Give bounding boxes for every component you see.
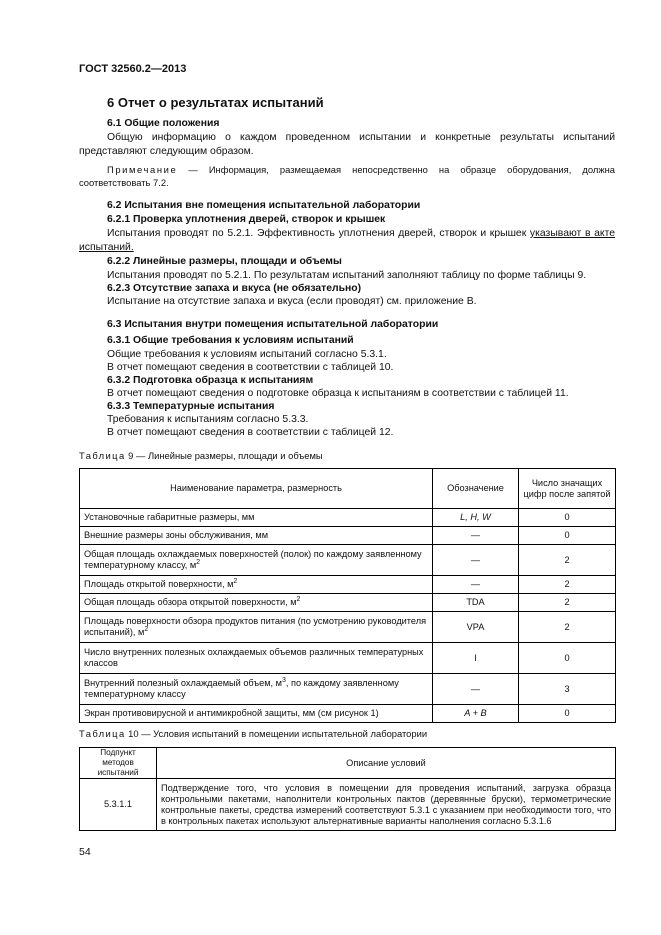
subsection-6-2-1-text-b: указывают в акте испытаний. bbox=[79, 228, 615, 253]
table-10-caption-label: Таблица bbox=[79, 728, 126, 739]
table-9-header-name: Наименование параметра, размерность bbox=[80, 469, 433, 509]
subsection-6-1-title: 6.1 Общие положения bbox=[107, 118, 220, 129]
table-9-row-symbol: — bbox=[433, 674, 519, 705]
subsection-6-2-1-text-a: Испытания проводят по 5.2.1. Эффективность уплотнения дверей, створок и крышек bbox=[107, 228, 527, 239]
table-9-row-symbol: A + B bbox=[433, 705, 519, 723]
table-10-caption-text: 10 — Условия испытаний в помещении испытательной лаборатории bbox=[128, 728, 428, 739]
subsection-6-2-title: 6.2 Испытания вне помещения испытательной лаборатории bbox=[107, 200, 421, 211]
table-row bbox=[80, 576, 616, 594]
table-row bbox=[80, 705, 616, 723]
table-9-row-name: Общая площадь охлаждаемых поверхностей (полок) по каждому заявленному температурному классу, $м^2$ bbox=[80, 545, 433, 576]
table-9-header-row bbox=[80, 469, 616, 509]
table-row bbox=[80, 612, 616, 643]
page-number: 54 bbox=[79, 846, 91, 858]
table-row bbox=[80, 594, 616, 612]
document-header: ГОСТ 32560.2—2013 bbox=[79, 63, 187, 75]
table-9-caption-label: Таблица bbox=[79, 450, 126, 461]
table-9-row-name: Число внутренних полезных охлаждаемых объемов различных температурных классов bbox=[80, 643, 433, 674]
subsection-6-2-1-title: 6.2.1 Проверка уплотнения дверей, створок и крышек bbox=[107, 214, 386, 225]
table-9-row-digits: 0 bbox=[519, 509, 616, 527]
note-text: — Информация, размещаемая непосредственно на образце оборудования, должна соответствовать 7.2. bbox=[79, 164, 615, 188]
table-9-row-digits: 3 bbox=[519, 674, 616, 705]
table-10-header-row bbox=[80, 748, 616, 779]
subsection-6-3-1-text2: В отчет помещают сведения в соответствии с таблицей 10. bbox=[107, 362, 394, 373]
table-9-row-name: Площадь открытой поверхности, $м^2$ bbox=[80, 576, 433, 594]
subsection-6-2-1-text bbox=[79, 227, 615, 255]
table-9-row-symbol: — bbox=[433, 545, 519, 576]
table-9-row-symbol: VPA bbox=[433, 612, 519, 643]
subsection-6-3-3-text2: В отчет помещают сведения в соответствии с таблицей 12. bbox=[107, 427, 394, 438]
subsection-6-1-text: Общую информацию о каждом проведенном испытании и конкретные результаты испытаний представляют следующим образом. bbox=[79, 132, 615, 157]
table-9-row-name: Внешние размеры зоны обслуживания, мм bbox=[80, 527, 433, 545]
table-9-row-symbol: — bbox=[433, 576, 519, 594]
table-9-row-digits: 2 bbox=[519, 576, 616, 594]
subsection-6-2-3-text: Испытание на отсутствие запаха и вкуса (если проводят) см. приложение В. bbox=[107, 296, 477, 307]
table-9-caption bbox=[79, 450, 323, 461]
table-9-row-symbol: TDA bbox=[433, 594, 519, 612]
subsection-6-3-3-title: 6.3.3 Температурные испытания bbox=[107, 401, 275, 412]
table-9-caption-text: 9 — Линейные размеры, площади и объемы bbox=[128, 450, 323, 461]
subsection-6-3-title: 6.3 Испытания внутри помещения испытательной лаборатории bbox=[107, 319, 439, 330]
table-10-header-description: Описание условий bbox=[157, 748, 616, 779]
table-row bbox=[80, 527, 616, 545]
table-row bbox=[80, 545, 616, 576]
table-9-row-digits: 0 bbox=[519, 705, 616, 723]
table-9-header-digits: Число значащих цифр после запятой bbox=[519, 469, 616, 509]
table-9-row-name: Площадь поверхности обзора продуктов питания (по усмотрению руководителя испытаний), $м^2$ bbox=[80, 612, 433, 643]
table-9-row-name: Экран противовирусной и антимикробной защиты, мм (см рисунок 1) bbox=[80, 705, 433, 723]
table-row bbox=[80, 779, 616, 831]
table-9 bbox=[79, 468, 616, 723]
table-row bbox=[80, 674, 616, 705]
table-10-caption bbox=[79, 728, 427, 739]
table-10-row-description: Подтверждение того, что условия в помещении для проведения испытаний, загрузка образца контрольными пакетами, наполнители контрольных пактов (деревянные бруски), термометрические контрольные пакеты, средства измерений соответствуют 5.3.1 с указанием при необходимости того, что в контрольных пакетах используют альтернативные варианты наполнения согласно 5.3.1.6 bbox=[157, 779, 616, 831]
table-9-row-digits: 2 bbox=[519, 594, 616, 612]
subsection-6-3-2-title: 6.3.2 Подготовка образца к испытаниям bbox=[107, 375, 314, 386]
table-10-row-clause: 5.3.1.1 bbox=[80, 779, 157, 831]
subsection-6-2-2-title: 6.2.2 Линейные размеры, площади и объемы bbox=[107, 256, 342, 267]
table-9-row-digits: 2 bbox=[519, 545, 616, 576]
table-10-header-clause: Подпункт методов испытаний bbox=[80, 748, 157, 779]
section-title: 6 Отчет о результатах испытаний bbox=[107, 95, 324, 110]
note-label: Примечание bbox=[107, 164, 178, 175]
table-9-row-symbol: I bbox=[433, 643, 519, 674]
table-9-row-name: Общая площадь обзора открытой поверхности, $м^2$ bbox=[80, 594, 433, 612]
subsection-6-3-3-text1: Требования к испытаниям согласно 5.3.3. bbox=[107, 414, 309, 425]
table-9-header-symbol: Обозначение bbox=[433, 469, 519, 509]
table-9-row-digits: 0 bbox=[519, 527, 616, 545]
subsection-6-3-1-text1: Общие требования к условиям испытаний согласно 5.3.1. bbox=[107, 349, 387, 360]
table-9-row-name: Установочные габаритные размеры, мм bbox=[80, 509, 433, 527]
table-10 bbox=[79, 747, 616, 831]
subsection-6-2-3-title: 6.2.3 Отсутствие запаха и вкуса (не обязательно) bbox=[107, 283, 362, 294]
subsection-6-3-2-text: В отчет помещают сведения о подготовке образца к испытаниям в соответствии с таблицей 11. bbox=[107, 388, 569, 399]
table-row bbox=[80, 643, 616, 674]
table-row bbox=[80, 509, 616, 527]
table-9-row-symbol: — bbox=[433, 527, 519, 545]
subsection-6-2-2-text: Испытания проводят по 5.2.1. По результатам испытаний заполняют таблицу по форме таблицы 9. bbox=[107, 270, 587, 281]
table-9-row-digits: 2 bbox=[519, 612, 616, 643]
subsection-6-3-1-title: 6.3.1 Общие требования к условиям испытаний bbox=[107, 335, 354, 346]
table-9-row-symbol: L, H, W bbox=[433, 509, 519, 527]
note-6-1 bbox=[79, 163, 615, 189]
table-9-row-digits: 0 bbox=[519, 643, 616, 674]
table-9-row-name: Внутренний полезный охлаждаемый объем, $м^3$, по каждому заявленному температурному классу bbox=[80, 674, 433, 705]
